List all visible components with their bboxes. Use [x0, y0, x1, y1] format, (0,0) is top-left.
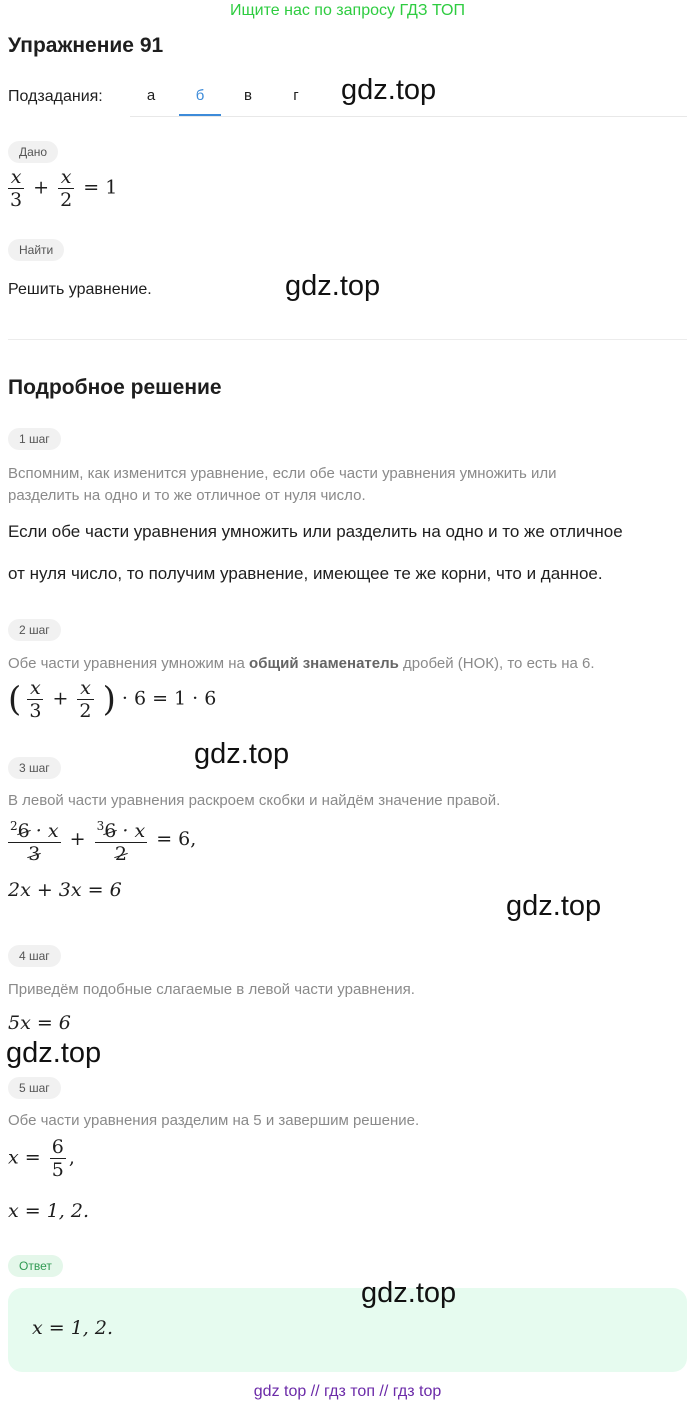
- given-op: +: [33, 176, 50, 199]
- step-5-equation-2: x = 1, 2.: [8, 1200, 90, 1222]
- step-4-hint: Приведём подобные слагаемые в левой части уравнения.: [8, 981, 415, 998]
- left-paren: (: [8, 679, 22, 720]
- reduced-factor: 3: [96, 819, 105, 833]
- given-section: [8, 141, 58, 163]
- tab-v[interactable]: в: [244, 87, 252, 104]
- given-rhs: = 1: [83, 176, 118, 199]
- frac-num: x: [77, 677, 93, 700]
- text-line: от нуля число, то получим уравнение, имеющее те же корни, что и данное.: [8, 564, 603, 583]
- frac-num: x: [27, 677, 43, 700]
- step-4: [8, 945, 61, 967]
- step-3: [8, 757, 61, 779]
- step-3-hint: В левой части уравнения раскроем скобки и найдём значение правой.: [8, 792, 501, 809]
- hint-line: разделить на одно и то же отличное от нуля число.: [8, 487, 366, 504]
- watermark: gdz.top: [361, 1277, 457, 1309]
- step-2-equation: [8, 677, 216, 722]
- hint-text: дробей (НОК), то есть на 6.: [398, 655, 595, 672]
- answer-badge: Ответ: [8, 1255, 63, 1277]
- find-section: [8, 239, 64, 261]
- step-badge: 2 шаг: [8, 619, 61, 641]
- answer-box: [8, 1288, 687, 1372]
- solution-title: Подробное решение: [8, 376, 222, 399]
- top-banner[interactable]: Ищите нас по запросу ГДЗ ТОП: [230, 2, 465, 19]
- step-2-hint: [8, 653, 688, 675]
- plus-op: +: [52, 687, 69, 710]
- step-1-hint: [8, 463, 688, 507]
- step-badge: 4 шаг: [8, 945, 61, 967]
- step-1-text: [8, 511, 693, 595]
- step-badge: 1 шаг: [8, 428, 61, 450]
- footer-links[interactable]: gdz top // гдз топ // гдз top: [253, 1383, 442, 1400]
- watermark: gdz.top: [194, 738, 290, 770]
- page-title: Упражнение 91: [8, 34, 164, 57]
- frac-den: 2: [79, 700, 92, 722]
- given-equation: [8, 166, 117, 211]
- given-num-1: x: [8, 166, 24, 189]
- given-num-2: x: [58, 166, 74, 189]
- equation-rhs: = 6,: [156, 828, 197, 850]
- hint-bold: общий знаменатель: [249, 655, 399, 672]
- frac-num-rest: · x: [29, 820, 59, 842]
- equation-lhs: x =: [8, 1146, 41, 1169]
- step-badge: 3 шаг: [8, 757, 61, 779]
- step-3-line-2: 2x + 3x = 6: [8, 879, 122, 901]
- step-4-equation: 5x = 6: [8, 1012, 71, 1034]
- find-text: Решить уравнение.: [8, 281, 152, 298]
- tab-a[interactable]: а: [146, 87, 156, 104]
- struck-digit: 6: [104, 820, 117, 842]
- answer-section: [8, 1255, 63, 1277]
- step-badge: 5 шаг: [8, 1077, 61, 1099]
- subtasks-label: Подзадания:: [8, 88, 103, 105]
- step-2: [8, 619, 61, 641]
- watermark: gdz.top: [285, 270, 381, 302]
- watermark: gdz.top: [341, 74, 437, 106]
- watermark: gdz.top: [506, 890, 602, 922]
- comma: ,: [68, 1146, 75, 1169]
- plus-op: +: [69, 828, 86, 850]
- step-5-equation-1: [8, 1136, 75, 1181]
- watermark: gdz.top: [6, 1037, 102, 1069]
- tab-g[interactable]: г: [293, 87, 299, 104]
- frac-num-rest: · x: [116, 820, 146, 842]
- find-badge: Найти: [8, 239, 64, 261]
- divider: [8, 339, 687, 340]
- given-den-1: 3: [10, 189, 23, 211]
- frac-den: 5: [51, 1159, 64, 1181]
- answer-value: x = 1, 2.: [32, 1317, 114, 1339]
- step-3-equation: [8, 815, 196, 865]
- hint-line: Вспомним, как изменится уравнение, если обе части уравнения умножить или: [8, 465, 557, 482]
- struck-digit: 3: [28, 843, 41, 865]
- tab-b[interactable]: б: [179, 76, 221, 116]
- reduced-factor: 2: [10, 819, 18, 833]
- frac-den: 3: [29, 700, 42, 722]
- struck-digit: 6: [17, 820, 30, 842]
- step-5: [8, 1077, 61, 1099]
- right-paren: ): [102, 679, 116, 720]
- struck-digit: 2: [114, 843, 127, 865]
- step-1: [8, 428, 61, 450]
- given-badge: Дано: [8, 141, 58, 163]
- hint-text: Обе части уравнения умножим на: [8, 655, 250, 672]
- equation-rest: · 6 = 1 · 6: [121, 687, 217, 710]
- text-line: Если обе части уравнения умножить или разделить на одно и то же отличное: [8, 522, 623, 541]
- given-den-2: 2: [60, 189, 73, 211]
- step-5-hint: Обе части уравнения разделим на 5 и завершим решение.: [8, 1112, 420, 1129]
- frac-num: 6: [51, 1136, 64, 1158]
